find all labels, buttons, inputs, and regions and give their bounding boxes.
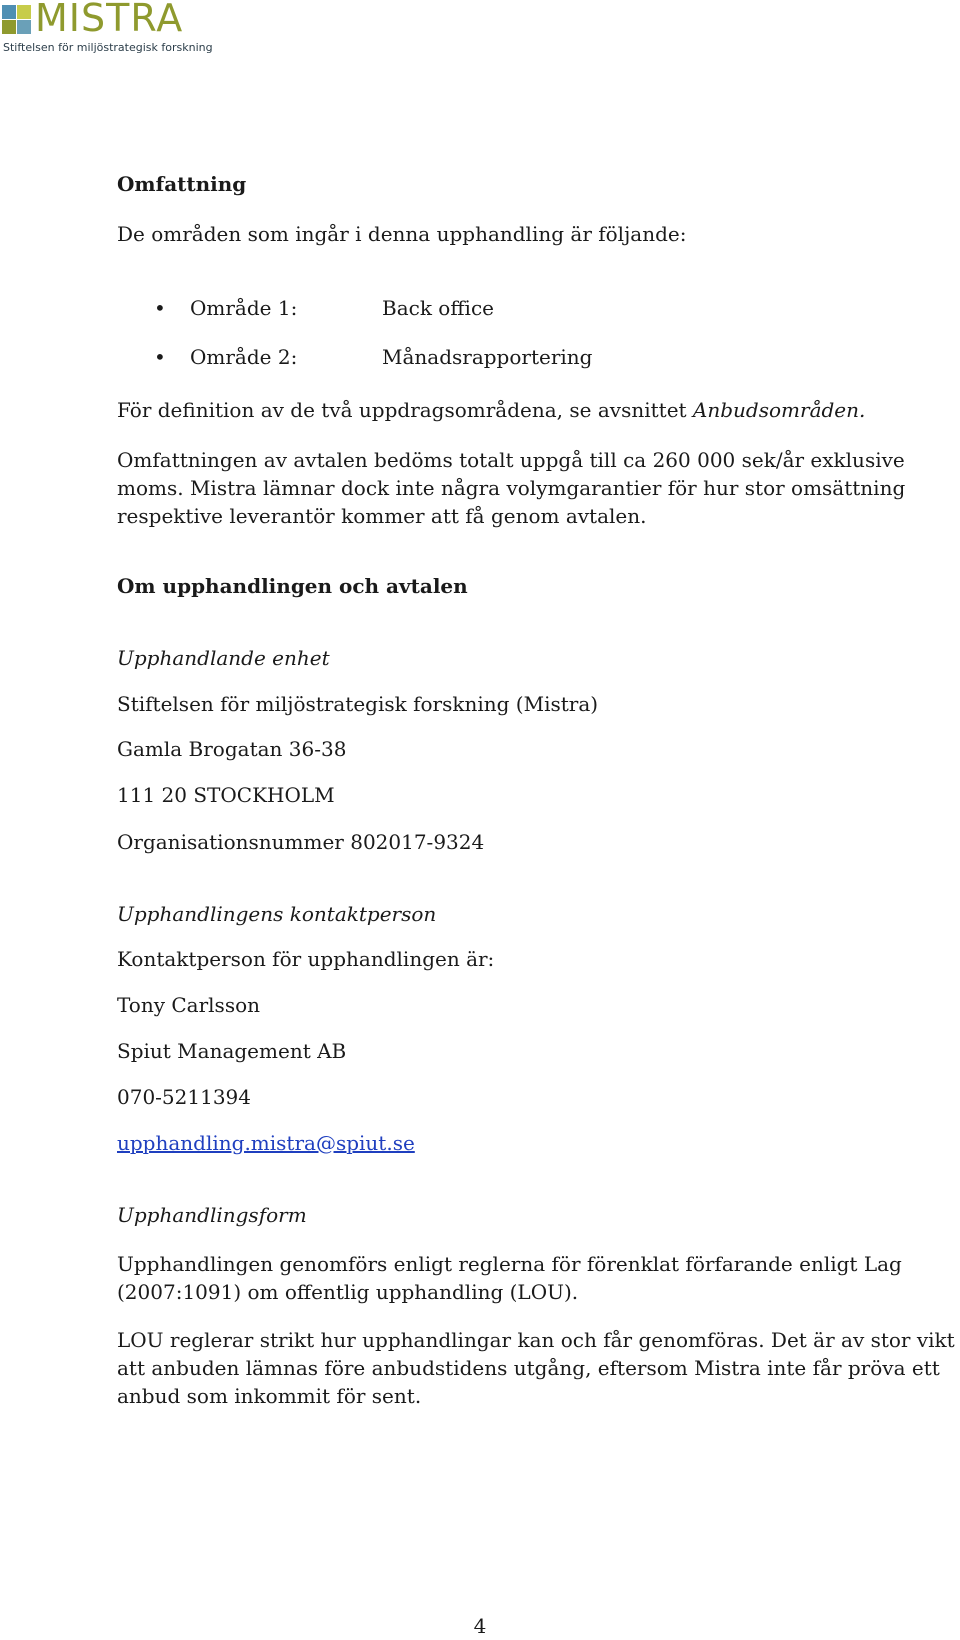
omfattning-intro: De områden som ingår i denna upphandling är följande: xyxy=(117,222,687,246)
definition-text xyxy=(117,396,865,424)
definition-prefix: För definition av de två uppdragsområdena, se avsnittet xyxy=(117,398,693,422)
enhet-name: Stiftelsen för miljöstrategisk forskning (Mistra) xyxy=(117,692,599,716)
page-number: 4 xyxy=(473,1614,487,1638)
kontakt-company: Spiut Management AB xyxy=(117,1039,347,1063)
kontakt-phone: 070-5211394 xyxy=(117,1085,252,1109)
subheading-upphandlande-enhet: Upphandlande enhet xyxy=(117,646,330,670)
enhet-street: Gamla Brogatan 36-38 xyxy=(117,737,347,761)
form-paragraph: Upphandlingen genomförs enligt reglerna för förenklat förfarande enligt Lag (2007:1091) om offentlig upphandling (LOU). xyxy=(117,1252,902,1304)
subheading-upphandlingsform: Upphandlingsform xyxy=(117,1203,307,1227)
area-term: Område 2: xyxy=(190,345,298,369)
subheading-kontaktperson: Upphandlingens kontaktperson xyxy=(117,902,437,926)
area-term: Område 1: xyxy=(190,296,298,320)
scope-paragraph: Omfattningen av avtalen bedöms totalt uppgå till ca 260 000 sek/år exklusive moms. Mistra lämnar dock inte några volymgarantier för hur stor omsättning respektive leverantör kommer att få genom avtalen. xyxy=(117,448,906,528)
definition-reference: Anbudsområden. xyxy=(692,398,866,422)
enhet-postal: 111 20 STOCKHOLM xyxy=(117,783,335,807)
logo-mark-icon xyxy=(2,5,32,35)
area-value: Back office xyxy=(382,296,494,320)
kontakt-intro: Kontaktperson för upphandlingen är: xyxy=(117,947,495,971)
bullet-icon: • xyxy=(154,296,166,320)
list-item xyxy=(117,294,957,322)
form-paragraph: LOU reglerar strikt hur upphandlingar kan och får genomföras. Det är av stor vikt att anbuden lämnas före anbudstidens utgång, eftersom Mistra inte får pröva ett anbud som inkommit för sent. xyxy=(117,1328,955,1408)
bullet-icon: • xyxy=(154,345,166,369)
enhet-orgnr: Organisationsnummer 802017-9324 xyxy=(117,830,485,854)
logo-wordmark: MISTRA xyxy=(35,0,184,40)
section-heading-om-upphandlingen: Om upphandlingen och avtalen xyxy=(117,574,468,598)
logo-tagline: Stiftelsen för miljöstrategisk forskning xyxy=(3,41,213,54)
section-heading-omfattning: Omfattning xyxy=(117,172,247,196)
mistra-logo xyxy=(2,2,212,58)
kontakt-name: Tony Carlsson xyxy=(117,993,260,1017)
kontakt-email-link[interactable]: upphandling.mistra@spiut.se xyxy=(117,1131,415,1155)
list-item xyxy=(117,343,957,371)
area-value: Månadsrapportering xyxy=(382,345,593,369)
